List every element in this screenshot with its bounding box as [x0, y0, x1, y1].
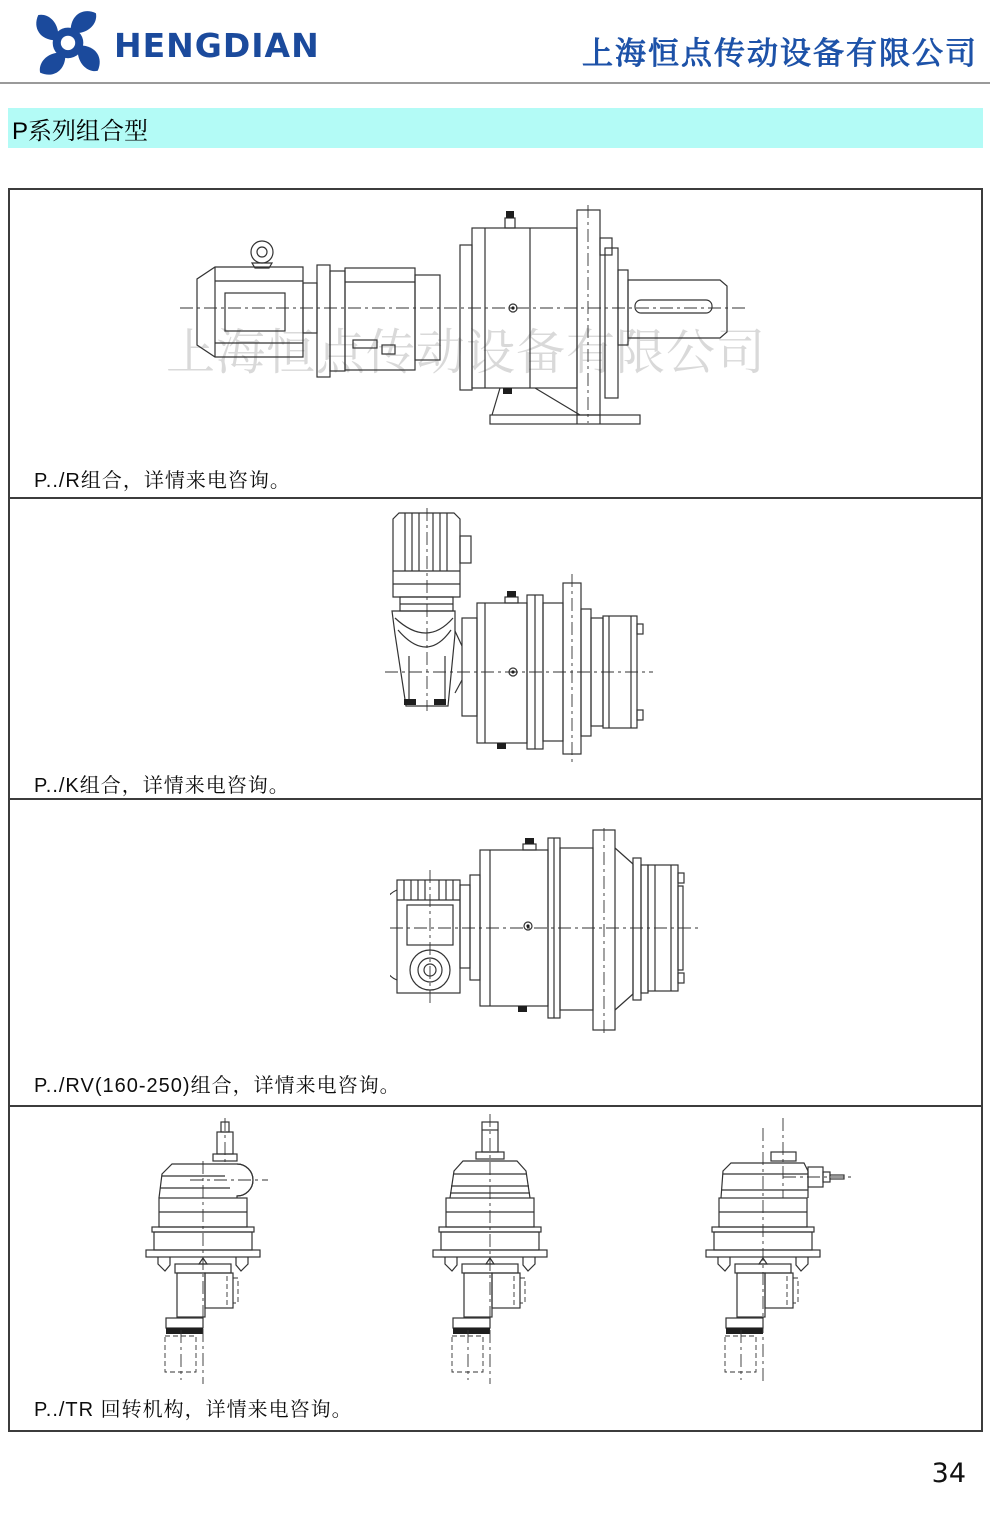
- section-divider: [8, 1105, 983, 1107]
- pinwheel-logo-icon: [28, 6, 108, 78]
- series-title: P系列组合型: [12, 117, 149, 145]
- section-caption: P../R组合，详情来电咨询。: [34, 470, 291, 492]
- header-divider: [0, 82, 990, 84]
- watermark-text: 上海恒点传动设备有限公司: [166, 326, 767, 380]
- section-divider: [8, 798, 983, 800]
- section-caption: P../RV(160-250)组合，详情来电咨询。: [34, 1075, 401, 1097]
- tr-variant-bevel-input: [146, 1118, 268, 1384]
- p-rv-combination-drawing: [390, 828, 785, 1068]
- brand-name: HENGDIAN: [114, 26, 320, 65]
- page-number: 34: [931, 1458, 966, 1489]
- p-k-combination-drawing: [385, 506, 775, 768]
- section-caption: P../TR 回转机构，详情来电咨询。: [34, 1399, 353, 1421]
- series-title-bar: [8, 108, 983, 148]
- company-name: 上海恒点传动设备有限公司: [582, 36, 978, 71]
- tr-variant-horizontal-shaft-input: [706, 1118, 855, 1384]
- p-r-combination-drawing: [170, 205, 750, 435]
- tr-variant-vertical-shaft-input: [433, 1114, 547, 1384]
- section-caption: P../K组合，详情来电咨询。: [34, 775, 290, 797]
- section-divider: [8, 497, 983, 499]
- p-tr-slewing-drive-drawing: [130, 1114, 860, 1392]
